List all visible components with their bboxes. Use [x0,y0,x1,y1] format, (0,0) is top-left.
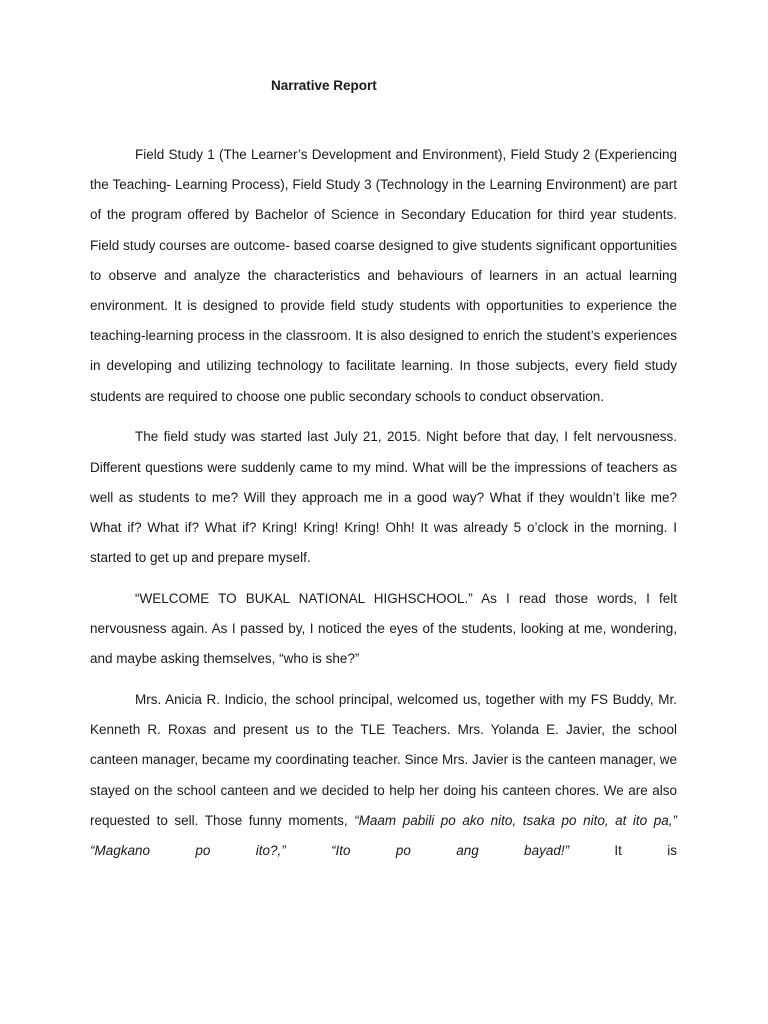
paragraph-4-quoted-dialogue: “Maam pabili po ako nito, tsaka po nito, at ito pa,” “Magkano po ito?,” “Ito po ang bayad!” [90,812,677,858]
paragraph-4-continuation: It is [569,842,677,858]
paragraph-2 [90,422,677,573]
paragraph-3-text: “WELCOME TO BUKAL NATIONAL HIGHSCHOOL.” As I read those words, I felt nervousness again. As I passed by, I noticed the eyes of the students, looking at me, wondering, and maybe asking themselves, “who is she?” [90,590,677,667]
document-body [90,140,677,877]
paragraph-1-text: Field Study 1 (The Learner’s Development and Environment), Field Study 2 (Experiencing the Teaching- Learning Process), Field Study 3 (Technology in the Learning Environment) are part of the program offered by Bachelor of Science in Secondary Education for third year students. Field study courses are outcome- based coarse designed to give students significant opportunities to observe and analyze the characteristics and behaviours of learners in an actual learning environment. It is designed to provide field study students with opportunities to experience the teaching-learning process in the classroom. It is also designed to enrich the student’s experiences in developing and utilizing technology to facilitate learning. In those subjects, every field study students are required to choose one public secondary schools to conduct observation. [90,147,677,404]
paragraph-1 [90,140,677,412]
paragraph-3 [90,584,677,675]
document-title: Narrative Report [271,78,377,93]
paragraph-4-text: Mrs. Anicia R. Indicio, the school principal, welcomed us, together with my FS Buddy, Mr. Kenneth R. Roxas and present us to the TLE Teachers. Mrs. Yolanda E. Javier, the school canteen manager, became my coordinating teacher. Since Mrs. Javier is the canteen manager, we stayed on the school canteen and we decided to help her doing his canteen chores. We are also requested to sell. Those funny moments, [90,691,677,828]
paragraph-4 [90,685,677,866]
paragraph-2-text: The field study was started last July 21, 2015. Night before that day, I felt nervousness. Different questions were suddenly came to my mind. What will be the impressions of teachers as well as students to me? Will they approach me in a good way? What if they wouldn’t like me? What if? What if? What if? Kring! Kring! Kring! Ohh! It was already 5 o’clock in the morning. I started to get up and prepare myself. [90,429,677,566]
